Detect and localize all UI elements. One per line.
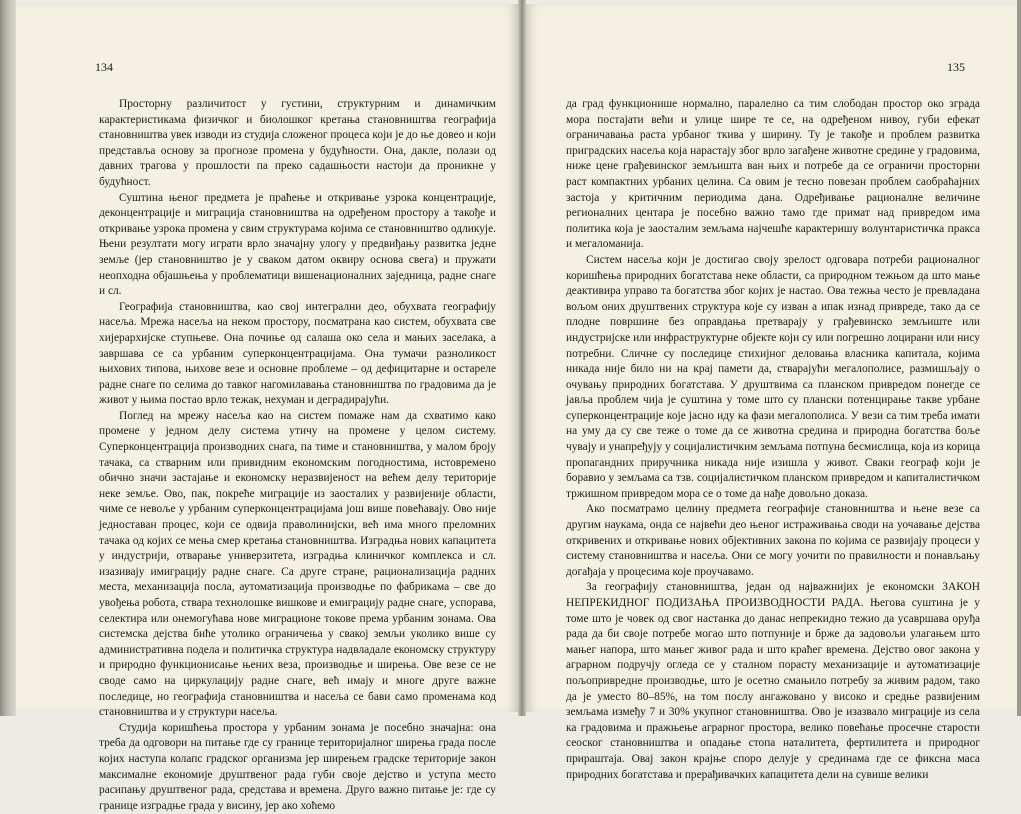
paragraph: Просторну различитост у густини, структурним и динамичким карактеристикама физичког и биолошког кретања становништва географија становништва увек изводи из студија сложеног процеса који је до ње довео и који представља основу за прогнозе промена у будућности. Она, дакле, полази од давних трагова у прошлости па преко садашњости настоји да проникне у будућност. — [99, 98, 496, 188]
paragraph: Студија коришћења простора у урбаним зонама је посебно значајна: она треба да одговори на питање где су границе територијалног ширења града после којих наступа колапс градског организма јер ширењем градске територије закон максималне економије друштвеног рада губи своје дејство и уступа место расипању друштвеног рада, средстава и времена. Друго важно питање је: где су границе изградње града у висину, јер ако хоћемо — [99, 721, 496, 812]
paragraph: За географију становништва, један од најважнијих је економски ЗАКОН НЕПРЕКИДНОГ ПОДИЗАЊА ПРОИЗВОДНОСТИ РАДА. Његова суштина је у томе што је човек од свог настанка до данас непрекидно тежио да усавршава оруђа рада да би своје потребе могао што потпуније и брже да задовољи улагањем што мањег напора, што мањег живог рада и што краћег времена. Дејство овог закона у аграрном подручју огледа се у сталном порасту механизације и аутоматизације пољопривредне производње, што је осетно смањило потребу за живим радом, тако да је уместо 80–85%, на том послу ангажовано у високо и средње развијеним земљама између 7 и 30% укупног становништва. Ово је изазвало миграције из села ка градовима и пражњење аграрног простора, велико повећање просечне старости сеоског становништва и опадање стопа наталитета, фертилитета и природног прираштаја. Овај закон крајње споро делује у срединама где се фикcна маса природних богатстава и прерађивачких капацитета дели на сувише велики — [566, 581, 980, 781]
body-text — [566, 97, 980, 783]
paragraph: Суштина њеног предмета је праћење и откривање узрока концентрације, деконцентрације и миграција становништва на одређеном простору а такође и откривање узрока промена у свим структурама којима се становништво одликује. Њени резултати могу играти врло значајну улогу у предвиђању развитка једне земље (јер становништво је у сваком датом оквиру основа свега) и пружати неопходна објашњења у проблематици вишенационалних заједница, радне снаге и сл. — [99, 191, 496, 298]
left-page — [16, 4, 518, 812]
right-page — [526, 4, 1017, 781]
paragraph: да град функционише нормално, паралелно са тим слободан простор око зграда мора постајати већи и улице шире те се, на одређеном нивоу, губи ефекат ограничавања раста урбаног ткива у ширину. Ту је такође и проблем развитка приградских насеља која нарастају због врло загађене животне средине у градовима, ниже цене грађевинског земљишта ван њих и потребе да се ограничи просторни раст компактних урбаних целина. Са овим је тесно повезан проблем саобраћајних застоја у критичним периодима дана. Одређивање рационалне величине регионалних центара је посебно важно тамо где примат над привредом има политика која је заосталим земљама најчешће карактеришу волунтаристичка пракса и мегаломанија. — [566, 98, 980, 251]
paragraph: Поглед на мрежу насеља као на систем помаже нам да схватимо како промене у једном делу система утичу на промене у целом систему. Суперконцентрација производних снага, па тиме и становништва, у малом броју тачака, са стварним или привидним економским погодностима, истовремено обично значи застајање и економску неразвијеност на већем делу територије неке земље. Ово, пак, покреће миграције из заосталих у развијеније области, чиме се невоље у урбаним суперконцентрацијама још више повећавају. Ово није једноставан процес, који се одвија праволинијски, већ има много преломних тачака од којих се мења смер кретања становништва. Изградња нових капацитета у индустрији, отварање универзитета, изградња клиничког комплекса и сл. изазивају имиграцију радне снаге. Са друге стране, рационализација радних места, механизација посла, аутоматизација производње по фабрикама – све до увођења робота, ствара технолошке вишкове и емиграцију радне снаге, успорава, селектира или онемогућава нове миграционе токове према урбаним зонама. Ова системска дејства биће утолико ограничења у свакој земљи уколико више су административна подела и политичка структура надвладале економску структуру и природно функционисање њених веза, производње и ширења. Ове везе се не своде само на циркулацију радне снаге, већ имају и многе друге важне последице, но географија становништва и насеља се бави само променама код становништва и у структури насеља. — [99, 409, 496, 719]
body-text — [99, 97, 496, 814]
book-gutter — [518, 0, 526, 716]
paragraph: Систем насеља који је достигао своју зрелост одговара потреби рационалног коришћења природних богатстава неке области, са природном тежњом да што мање деактивира управо та богатства због којих је настао. Ова тежња често је превладана вољом оних друштвених структура које су изван а ипак изнад привреде, тако да се плодне површине без оправдања претварају у грађевинско земљиште или индустријске или инфраструктурне објекте који су или погрешно лоцирани или нису потребни. Сличне су последице стихијног деловања власника капитала, којима никада није било ни на крај памети да, стварајући мегалополисе, размишљају о очувању природних богатстава. У друштвима са планском привредом понегде се јавља проблем чија је суштина у томе што су плански потенцирање такве урбане суперконцентрације које јасно иду ка фази мегалополиса. У вези са тим треба имати на уму да су све теже о томе да се животна средина и природна богатства боље чувају и унапређују у социјалистичким земљама потпуна бесмислица, која из корица пропагандних приручника никада није изишла у живот. Сваки географ који је боравио у земљама са тзв. социјалистичком планском привредом и капиталистичком тржишном привредом мора се о томе да нађе довољно доказа. — [566, 253, 980, 500]
page-number: 134 — [95, 60, 113, 74]
book-page-edges — [0, 0, 16, 716]
paragraph: Географија становништва, као свој интегрални део, обухвата географију насеља. Мрежа насеља на неком простору, посматрана као систем, обухвата све хијерархијске ступњеве. Она почиње од салаша око села и мањих заселака, а завршава се са урбаним суперконцентрацијама. Она тумачи разноликост њихових типова, њихове везе и основне проблеме – од дефицитарне и остареле радне снаге по селима до тавког нагомилавања становништва по градовима да је живот у њима постао врло тежак, нехуман и деградирајући. — [99, 300, 496, 407]
page-number: 135 — [947, 60, 965, 74]
paragraph: Ако посматрамо целину предмета географије становништва и њене везе са другим наукама, онда се највећи део њеног истраживања своди на уочавање дејства откривених и откривање нових објективних закона по којима се развијају процеси у систему становништва и насеља. Они се могу уочити по правилности и понављању догађаја у процесима које проучавамо. — [566, 503, 980, 578]
book-page-edges — [1017, 0, 1021, 716]
